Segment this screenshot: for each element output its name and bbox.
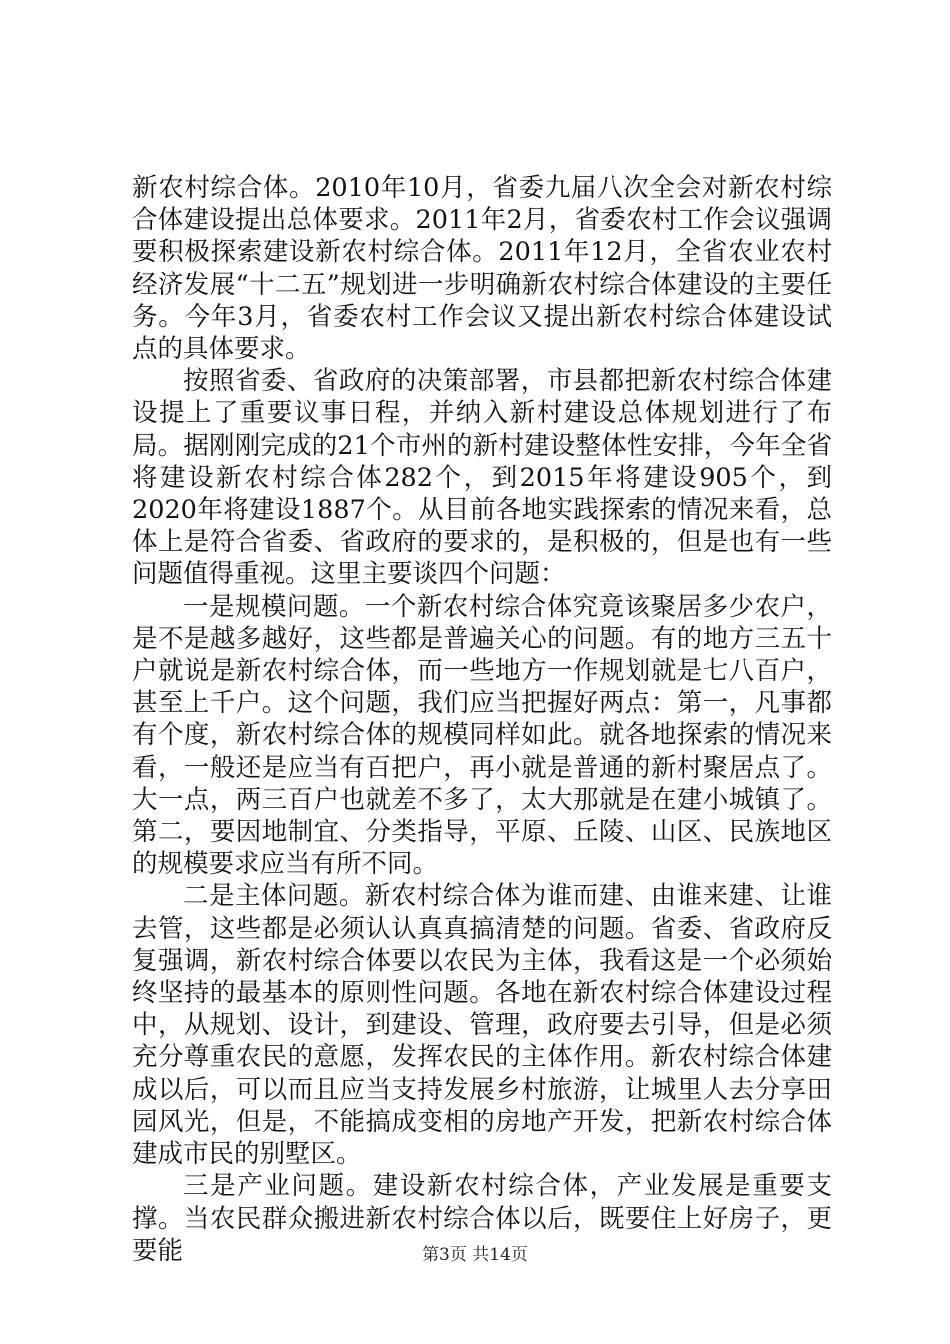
paragraph-deployment: 按照省委、省政府的决策部署，市县都把新农村综合体建设提上了重要议事日程，并纳入新村建设总体规划进行了布局。据刚刚完成的21个市州的新村建设整体性安排，今年全省将建设新农村综合体282个，到2015年将建设905个，到2020年将建设1887个。从目前各地实践探索的情况来看，总体上是符合省委、省政府的要求的，是积极的，但是也有一些问题值得重视。这里主要谈四个问题：: [132, 366, 832, 590]
paragraph-subject-issue: 二是主体问题。新农村综合体为谁而建、由谁来建、让谁去管，这些都是必须认认真真搞清楚的问题。省委、省政府反复强调，新农村综合体要以农民为主体，我看这是一个必须始终坚持的最基本的原则性问题。各地在新农村综合体建设过程中，从规划、设计，到建设、管理，政府要去引导，但是必须充分尊重农民的意愿，发挥农民的主体作用。新农村综合体建成以后，可以而且应当支持发展乡村旅游，让城里人去分享田园风光，但是，不能搞成变相的房地产开发，把新农村综合体建成市民的别墅区。: [132, 881, 832, 1170]
document-body: [132, 172, 832, 1267]
page-footer: 第3页 共14页: [422, 1245, 528, 1265]
paragraph-scale-issue: 一是规模问题。一个新农村综合体究竟该聚居多少农户，是不是越多越好，这些都是普遍关心的问题。有的地方三五十户就说是新农村综合体，而一些地方一作规划就是七八百户，甚至上千户。这个问题，我们应当把握好两点：第一，凡事都有个度，新农村综合体的规模同样如此。就各地探索的情况来看，一般还是应当有百把户，再小就是普通的新村聚居点了。大一点，两三百户也就差不多了，太大那就是在建小城镇了。第二，要因地制宜、分类指导，平原、丘陵、山区、民族地区的规模要求应当有所不同。: [132, 591, 832, 880]
paragraph-continuation: 新农村综合体。2010年10月，省委九届八次全会对新农村综合体建设提出总体要求。2011年2月，省委农村工作会议强调要积极探索建设新农村综合体。2011年12月，全省农业农村经济发展“十二五”规划进一步明确新农村综合体建设的主要任务。今年3月，省委农村工作会议又提出新农村综合体建设试点的具体要求。: [132, 173, 832, 365]
paragraph-industry-issue: 三是产业问题。建设新农村综合体，产业发展是重要支撑。当农民群众搬进新农村综合体以后，既要住上好房子，更要能: [132, 1171, 832, 1266]
